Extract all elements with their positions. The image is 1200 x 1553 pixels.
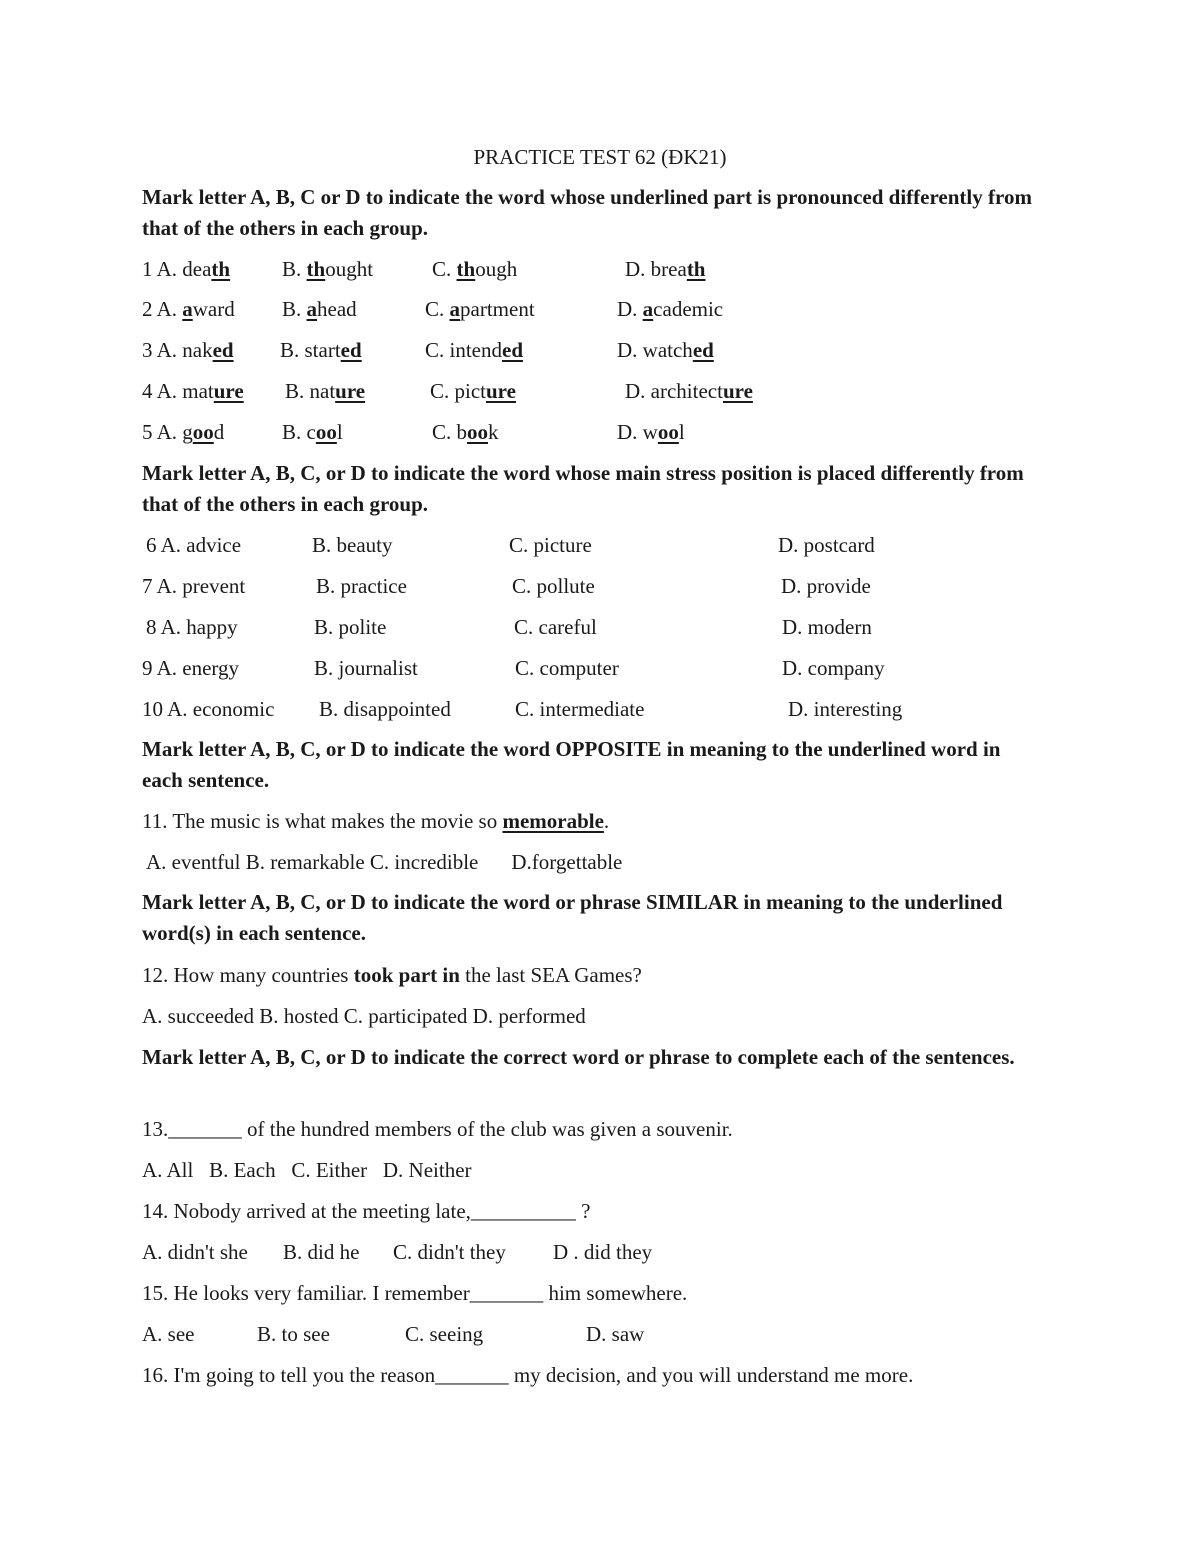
option: 1 A. death: [142, 257, 231, 281]
option: 8 A. happy: [146, 615, 238, 639]
option: 7 A. prevent: [142, 574, 246, 598]
option: 2 A. award: [142, 297, 235, 321]
question-13-options: A. All B. Each C. Either D. Neither: [142, 1158, 472, 1182]
option: D. company: [782, 656, 885, 680]
option: 5 A. good: [142, 420, 225, 444]
option: C. picture: [509, 533, 592, 557]
option: B. polite: [314, 615, 387, 639]
section1-instruction: Mark letter A, B, C or D to indicate the word whose underlined part is pronounced differently from that of the others in each group.: [142, 185, 1032, 240]
option: B. cool: [282, 420, 343, 444]
question-11-options: A. eventful B. remarkable C. incredible D.forgettable: [146, 850, 623, 874]
option: A. didn't she: [142, 1240, 248, 1264]
section2-instruction: Mark letter A, B, C, or D to indicate the word whose main stress position is placed differently from that of the others in each group.: [142, 461, 1024, 516]
option: D. academic: [617, 297, 724, 321]
page-title: PRACTICE TEST 62 (ĐK21): [473, 145, 727, 169]
option: D. wool: [617, 420, 685, 444]
question-13: 13._______ of the hundred members of the club was given a souvenir.: [142, 1117, 733, 1141]
option: B. disappointed: [319, 697, 451, 721]
option: B. to see: [257, 1322, 330, 1346]
option: C. seeing: [405, 1322, 484, 1346]
option: D. modern: [782, 615, 872, 639]
option: D. provide: [781, 574, 871, 598]
option: B. started: [280, 338, 362, 362]
question-12-options: A. succeeded B. hosted C. participated D. performed: [142, 1004, 586, 1028]
option: C. didn't they: [393, 1240, 506, 1264]
option: C. intended: [425, 338, 523, 362]
option: B. nature: [285, 379, 366, 403]
option: 4 A. mature: [142, 379, 244, 403]
section4-instruction: Mark letter A, B, C, or D to indicate the word or phrase SIMILAR in meaning to the underlined word(s) in each sentence.: [142, 890, 1003, 945]
option: D. watched: [617, 338, 714, 362]
option: D. postcard: [778, 533, 875, 557]
option: B. ahead: [282, 297, 357, 321]
option: C. computer: [515, 656, 619, 680]
option: C. careful: [514, 615, 597, 639]
question-14: 14. Nobody arrived at the meeting late,__________ ?: [142, 1199, 591, 1223]
option: C. book: [432, 420, 499, 444]
question-15: 15. He looks very familiar. I remember_______ him somewhere.: [142, 1281, 688, 1305]
section5-instruction: Mark letter A, B, C, or D to indicate the correct word or phrase to complete each of the sentences.: [142, 1045, 1015, 1069]
option: 6 A. advice: [146, 533, 242, 557]
option: B. thought: [282, 257, 374, 281]
option: B. practice: [316, 574, 407, 598]
option: C. picture: [430, 379, 516, 403]
option: B. did he: [283, 1240, 360, 1264]
option: D . did they: [553, 1240, 653, 1264]
option: C. intermediate: [515, 697, 645, 721]
option: A. see: [142, 1322, 195, 1346]
option: B. beauty: [312, 533, 393, 557]
question-11: 11. The music is what makes the movie so memorable.: [142, 809, 610, 833]
option: 9 A. energy: [142, 656, 240, 680]
question-12: 12. How many countries took part in the last SEA Games?: [142, 963, 642, 987]
section3-instruction: Mark letter A, B, C, or D to indicate the word OPPOSITE in meaning to the underlined word in each sentence.: [142, 737, 1001, 792]
option: C. though: [432, 257, 518, 281]
option: 10 A. economic: [142, 697, 275, 721]
question-16: 16. I'm going to tell you the reason_______ my decision, and you will understand me more.: [142, 1363, 914, 1387]
option: C. pollute: [512, 574, 595, 598]
option: 3 A. naked: [142, 338, 234, 362]
option: D. architecture: [625, 379, 753, 403]
option: B. journalist: [314, 656, 418, 680]
option: D. breath: [625, 257, 706, 281]
option: C. apartment: [425, 297, 535, 321]
option: D. interesting: [788, 697, 903, 721]
option: D. saw: [586, 1322, 645, 1346]
